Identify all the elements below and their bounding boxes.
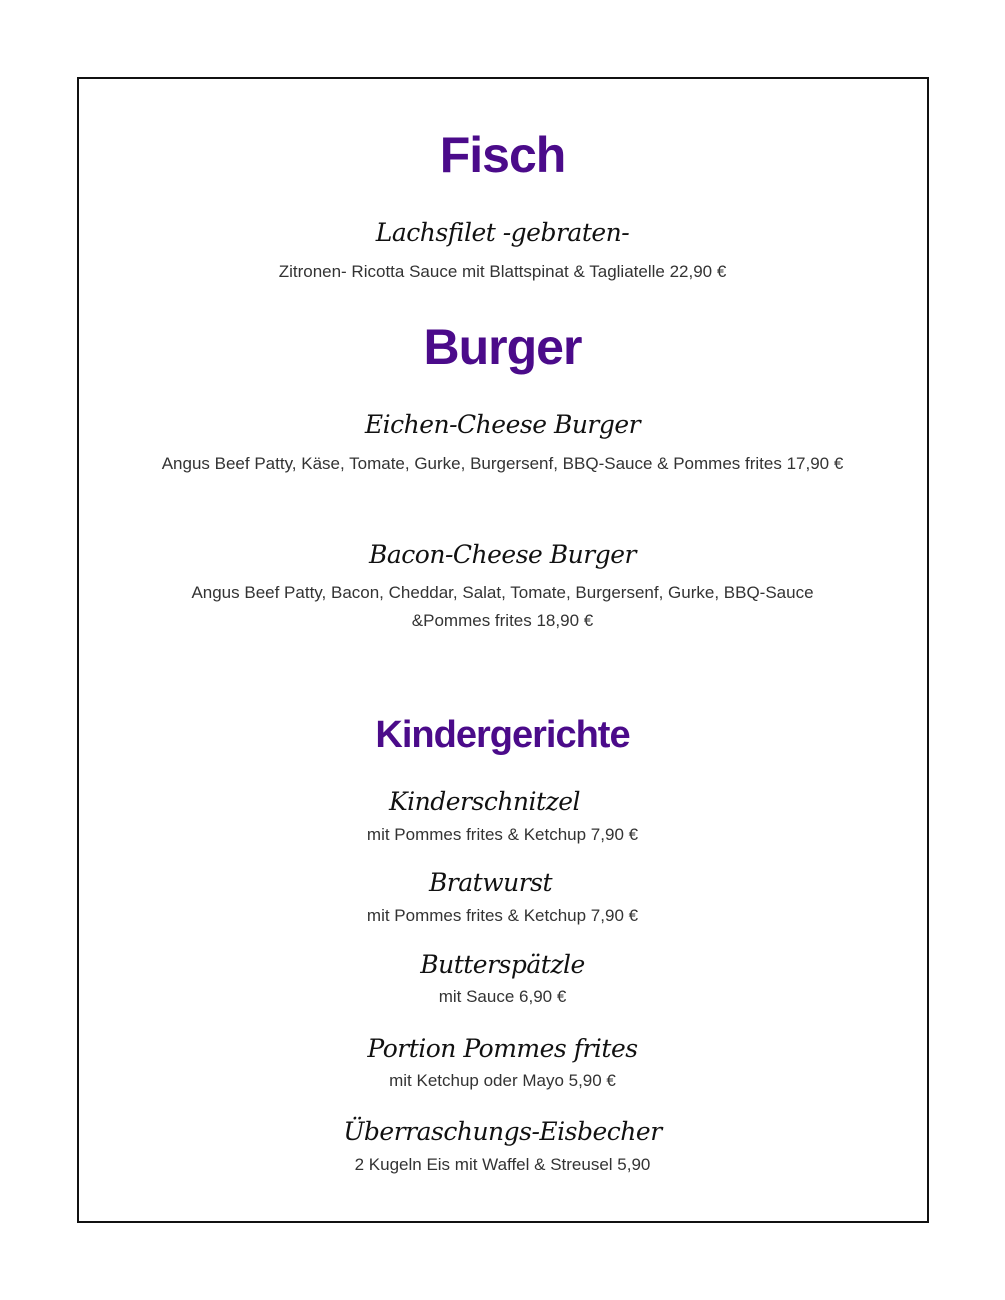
dish-name: Bacon-Cheese Burger (369, 540, 636, 569)
dish-description: mit Ketchup oder Mayo 5,90 € (389, 1071, 616, 1090)
dish-description: mit Pommes frites & Ketchup 7,90 € (366, 906, 639, 925)
dish-name: Butterspätzle (420, 950, 585, 979)
dish-name: Portion Pommes frites (367, 1034, 638, 1063)
dish-description: Angus Beef Patty, Bacon, Cheddar, Salat, Tomate, Burgersenf, Gurke, BBQ-Sauce (191, 583, 814, 602)
dish-name: Kinderschnitzel (388, 787, 581, 816)
dish-name: Bratwurst (428, 868, 553, 897)
section-title-kindergerichte: Kindergerichte (375, 714, 630, 756)
dish-name: Lachsfilet -gebraten- (375, 218, 630, 247)
section-title-fisch: Fisch (439, 127, 566, 183)
dish-description: Zitronen- Ricotta Sauce mit Blattspinat & Tagliatelle 22,90 € (278, 262, 727, 281)
dish-name: Überraschungs-Eisbecher (343, 1117, 662, 1146)
dish-description: mit Sauce 6,90 € (438, 987, 567, 1006)
dish-name: Eichen-Cheese Burger (364, 410, 641, 439)
dish-description: 2 Kugeln Eis mit Waffel & Streusel 5,90 (354, 1155, 651, 1174)
section-title-burger: Burger (423, 319, 582, 375)
dish-description: Angus Beef Patty, Käse, Tomate, Gurke, Burgersenf, BBQ-Sauce & Pommes frites 17,90 € (161, 454, 844, 473)
dish-description: &Pommes frites 18,90 € (411, 611, 594, 630)
dish-description: mit Pommes frites & Ketchup 7,90 € (366, 825, 639, 844)
